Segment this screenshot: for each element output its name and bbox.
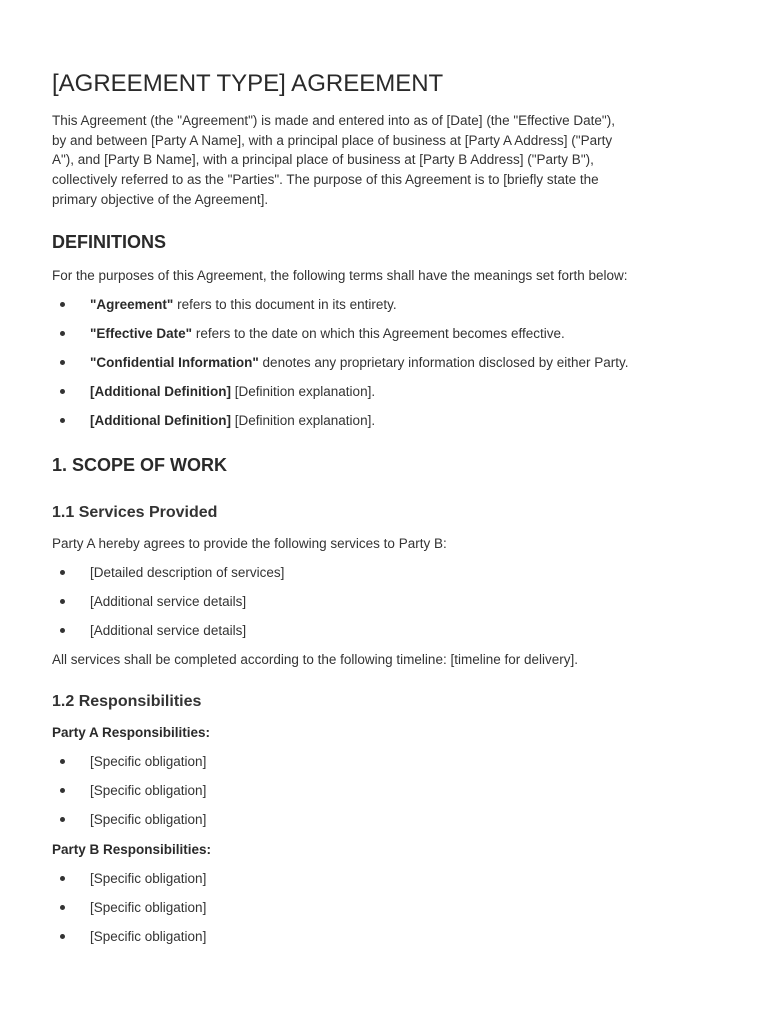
bullet-icon [60,876,65,881]
definition-text: [Definition explanation]. [230,384,376,399]
party-b-label: Party B Responsibilities: [52,842,212,857]
bullet-icon [60,599,65,604]
definition-text: refers to this document in its entirety. [173,297,397,312]
definition-term: "Agreement" [90,297,174,312]
bullet-icon [60,389,65,394]
bullet-icon [60,934,65,939]
intro-line: primary objective of the Agreement]. [52,191,269,207]
bullet-icon [60,905,65,910]
bullet-icon [60,331,65,336]
obligation-text: [Specific obligation] [90,929,207,944]
bullet-icon [60,570,65,575]
definition-term: "Effective Date" [90,326,193,341]
obligation-text: [Specific obligation] [90,754,207,769]
document-title: [AGREEMENT TYPE] AGREEMENT [52,70,444,97]
bullet-icon [60,759,65,764]
definition-text: [Definition explanation]. [230,413,376,428]
intro-paragraph [52,111,712,210]
bullet-icon [60,817,65,822]
definitions-heading: DEFINITIONS [52,232,167,252]
bullet-icon [60,418,65,423]
bullet-icon [60,788,65,793]
definition-term: "Confidential Information" [90,355,259,370]
service-item-text: [Detailed description of services] [90,565,285,580]
obligation-text: [Specific obligation] [90,900,207,915]
obligation-text: [Specific obligation] [90,871,207,886]
service-item-text: [Additional service details] [90,594,247,609]
intro-line: collectively referred to as the "Parties". The purpose of this Agreement is to [briefly state the [52,172,599,188]
bullet-icon [60,628,65,633]
definition-term: [Additional Definition] [90,413,231,428]
definition-text: denotes any proprietary information disclosed by either Party. [258,355,629,370]
party-a-label: Party A Responsibilities: [52,725,211,740]
intro-line: A"), and [Party B Name], with a principal place of business at [Party B Address] ("Party B"), [52,152,594,168]
intro-line: This Agreement (the "Agreement") is made and entered into as of [Date] (the "Effective Date"), [52,113,615,128]
service-item-text: [Additional service details] [90,623,247,638]
obligation-text: [Specific obligation] [90,783,207,798]
obligation-text: [Specific obligation] [90,812,207,827]
bullet-icon [60,302,65,307]
definition-text: refers to the date on which this Agreement becomes effective. [192,326,565,341]
services-lead: Party A hereby agrees to provide the following services to Party B: [52,536,447,551]
services-heading: 1.1 Services Provided [52,504,218,521]
definitions-lead: For the purposes of this Agreement, the following terms shall have the meanings set forth below: [52,268,628,283]
intro-line: by and between [Party A Name], with a principal place of business at [Party A Address] ("Party [52,132,613,148]
definition-term: [Additional Definition] [90,384,231,399]
bullet-icon [60,360,65,365]
responsibilities-heading: 1.2 Responsibilities [52,693,202,710]
services-closing: All services shall be completed according to the following timeline: [timeline for delivery]. [52,652,578,667]
scope-heading: 1. SCOPE OF WORK [52,455,228,475]
